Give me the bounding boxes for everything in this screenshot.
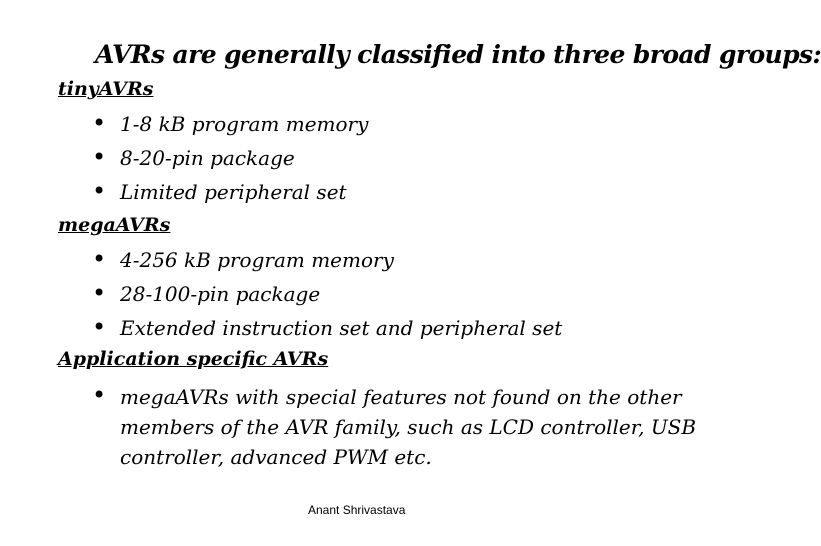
list-item-text: 4-256 kB program memory	[120, 248, 394, 272]
list-item-text: Extended instruction set and peripheral set	[120, 316, 563, 340]
list-item-text: 1-8 kB program memory	[120, 112, 369, 136]
group-heading-tinyavrs: tinyAVRs	[58, 78, 154, 100]
bullet-icon: •	[92, 279, 107, 307]
list-item-text: 28-100-pin package	[120, 282, 321, 306]
bullet-icon: •	[92, 313, 107, 341]
list-item-text: Limited peripheral set	[120, 180, 347, 204]
footer-author: Anant Shrivastava	[308, 503, 406, 517]
list-item-text: 8-20-pin package	[120, 146, 295, 170]
bullet-icon: •	[92, 109, 107, 137]
bullet-icon: •	[92, 177, 107, 205]
bullet-icon: •	[92, 143, 107, 171]
group-heading-application-specific-avrs: Application specific AVRs	[58, 348, 329, 370]
group-heading-megaavrs: megaAVRs	[58, 214, 171, 236]
bullet-icon: •	[92, 245, 107, 273]
list-item-text: megaAVRs with special features not found on the other members of the AVR family, such as LCD controller, USB controller, advanced PWM etc.	[120, 385, 697, 469]
bullet-icon: •	[92, 381, 107, 409]
slide-title: AVRs are generally classified into three broad groups:	[95, 40, 821, 69]
